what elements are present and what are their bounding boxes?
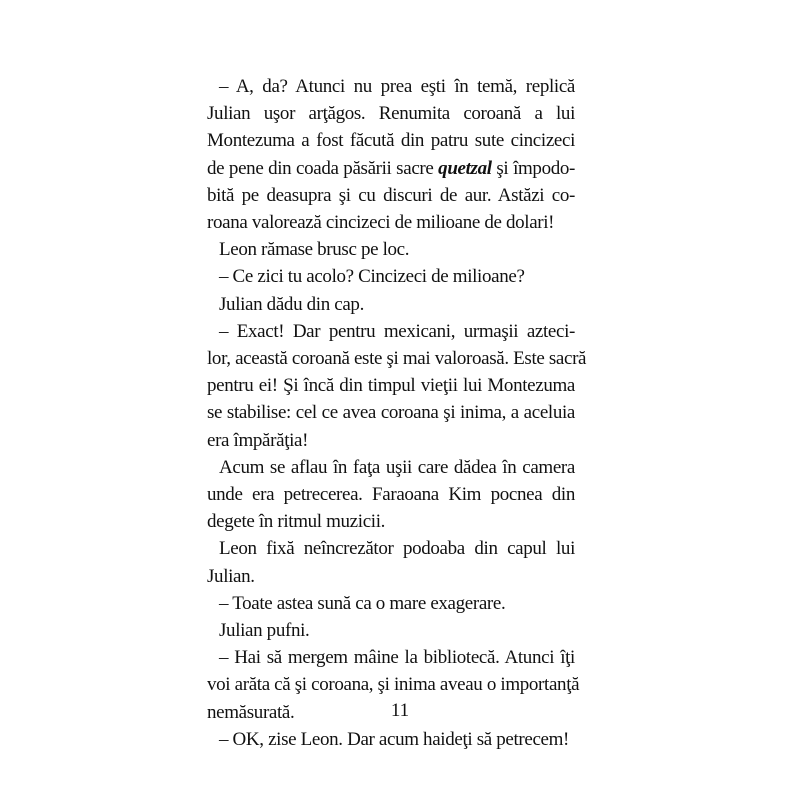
text-line: era împărăţia! <box>207 429 309 451</box>
text-line: – A, da? Atunci nu prea eşti în temă, replică <box>219 76 575 97</box>
paragraph <box>207 73 575 236</box>
text-line: unde era petrecerea. Faraoana Kim pocnea din <box>207 484 575 506</box>
text-line: Acum se aflau în faţa uşii care dădea în camera <box>219 456 575 478</box>
text-line: nemăsurată. <box>207 701 295 723</box>
text-line: Julian dădu din cap. <box>219 293 364 315</box>
text-line: – Hai să mergem mâine la bibliotecă. Atunci îţi <box>219 647 575 669</box>
text-line <box>207 155 575 182</box>
paragraph <box>207 236 575 263</box>
page-number: 11 <box>390 700 410 721</box>
text-segment: şi împodo- <box>491 157 576 179</box>
text-line: Leon rămase brusc pe loc. <box>219 239 410 261</box>
text-line: – Toate astea sună ca o mare exagerare. <box>219 592 506 614</box>
text-line: pentru ei! Şi încă din timpul vieţii lui Montezuma <box>207 375 575 397</box>
paragraph <box>207 726 575 753</box>
paragraph <box>207 318 587 454</box>
text-line: roana valorează cincizeci de milioane de dolari! <box>207 212 555 234</box>
text-line: lor, această coroană este şi mai valoroasă. Este sacră <box>207 348 587 370</box>
text-line: Julian. <box>207 565 255 587</box>
paragraph <box>207 617 575 644</box>
text-line: voi arăta că şi coroana, şi inima aveau o importanţă <box>207 674 580 696</box>
text-line: – Ce zici tu acolo? Cincizeci de milioane? <box>219 266 525 288</box>
text-line: – Exact! Dar pentru mexicani, urmaşii aztеci- <box>219 320 575 342</box>
text-line: degete în ritmul muzicii. <box>207 511 386 533</box>
text-line: Montezuma a fost făcută din patru sute cincizeci <box>207 130 575 152</box>
paragraph <box>207 291 575 318</box>
text-line: Leon fixă neîncrezător podoaba din capul lui <box>219 538 575 560</box>
text-line: – OK, zise Leon. Dar acum haideţi să petrecem! <box>219 728 570 750</box>
body-text <box>207 73 587 753</box>
paragraph <box>207 590 575 617</box>
paragraph <box>207 535 575 589</box>
text-line: bită pe deasupra şi cu discuri de aur. Astăzi co- <box>207 184 575 206</box>
paragraph <box>207 454 575 536</box>
text-segment: de pene din coada păsării sacre <box>207 157 439 179</box>
italic-word: quetzal <box>438 157 492 179</box>
paragraph <box>207 263 575 290</box>
text-line: Julian uşor arţăgos. Renumita coroană a lui <box>207 103 575 125</box>
text-line: Julian pufni. <box>219 620 310 642</box>
text-line: se stabilise: cel ce avea coroana şi inima, a aceluia <box>207 402 575 424</box>
